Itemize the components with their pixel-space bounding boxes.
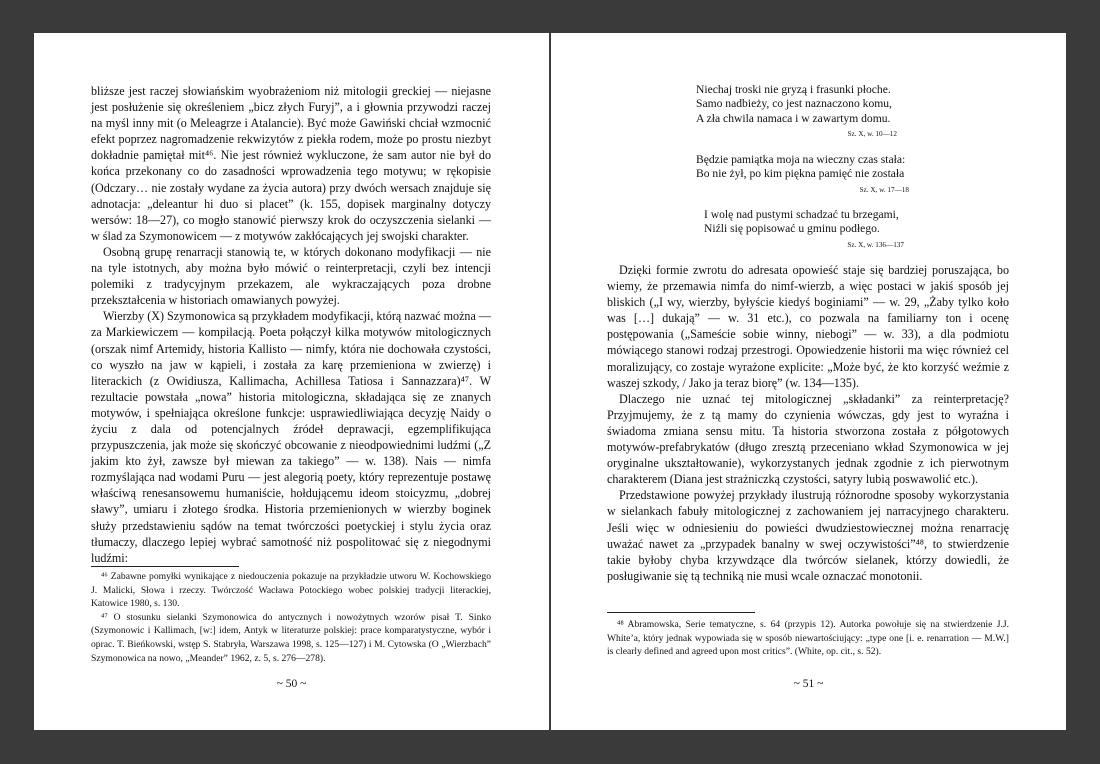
poem-source: Sz. X, w. 17—18	[859, 185, 909, 194]
paragraph: Przedstawione powyżej przykłady ilustrują różnorodne sposoby wykorzystania w sielankach fabuły mitologicznej z zachowaniem jej narracyjnego charakteru. Jeśli więc w odniesieniu do powieści dwudziestowiecznej można renarrację uważać nawet za „przypadek banalny w swej oczywistości”⁴⁸, to stwierdzenie takie byłoby chyba krzywdzące dla twórców sielanek, którzy dowiedli, że posługiwanie się tą techniką nie musi wcale oznaczać monotonii.	[607, 488, 1009, 583]
right-footnotes	[607, 618, 1009, 659]
left-page	[34, 33, 549, 730]
footnote-separator	[91, 566, 239, 567]
paragraph: Dzięki formie zwrotu do adresata opowieść staje się bardziej poruszająca, bo wiemy, że przemawia nimfa do nimf-wierzb, a więc postaci w jakiś sposób jej bliskich („I wy, wierzby, byłyście kiedyś boginiami” — w. 29, „Żaby tylko koło was […] dukają” — w. 31 etc.), co pozwala na familiarny ton i ocenę postępowania („Sameście sobie winny, niebogi” — w. 33), a dla podmiotu mówiącego stanowi rodzaj przestrogi. Opowiedzenie historii ma więc również cel moralizujący, co zostaje wyrażone explicite: „Może być, że kto korzyść weźmie z waszej szkody, / Jako ja teraz biorę” (w. 134—135).	[607, 263, 1009, 390]
right-page	[551, 33, 1066, 730]
poem-quote	[696, 153, 909, 197]
footnote-separator	[607, 612, 755, 613]
poem-line: I wolę nad pustymi schadzać tu brzegami,	[704, 208, 899, 221]
poem-line: Bo nie żył, po kim piękna pamięć nie została	[696, 167, 905, 181]
left-footnotes	[91, 570, 491, 665]
poem-source: Sz. X, w. 136—137	[847, 240, 904, 249]
footnote: ⁴⁶ Zabawne pomyłki wynikające z niedouczenia pokazuje na przykładzie utworu W. Kochowskiego J. Malicki, Słowa i rzeczy. Twórczość Wacława Potockiego wobec polskiej tradycji literackiej, Katowice 1980, s. 130.	[91, 571, 491, 610]
page-number: ~ 51 ~	[793, 678, 824, 690]
footnote: ⁴⁷ O stosunku sielanki Szymonowica do antycznych i nowożytnych wzorów pisał T. Sinko (Szymonowic i Kallimach, [w:] idem, Antyk w literaturze polskiej: prace komparatystyczne, wybór i oprac. T. Bieńkowski, wstęp S. Stabryła, Warszawa 1998, s. 125—127) i M. Cytowska (O „Wierzbach” Szymonowica na nowo, „Meander” 1962, z. 5, s. 276—278).	[91, 611, 491, 664]
paragraph: Dlaczego nie uznać tej mitologicznej „składanki” za reinterpretację? Przyjmujemy, że z tą mamy do czynienia wówczas, gdy jest to wyraźna i świadoma zmiana sensu mitu. Ta historia stworzona została z półgotowych motywów-prefabrykatów (długo zresztą przeceniano wkład Szymonowica w jej oryginalne ukształtowanie), wykorzystanych jednak zgodnie z ich pierwotnym charakterem (Diana jest strażniczką czystości, satyry lubią poswawolić etc.).	[607, 391, 1009, 487]
paragraph: bliższe jest raczej słowiańskim wyobrażeniom niż mitologii greckiej — niejasne jest posłużenie się określeniem „bicz złych Furyj”, a i głownia przywodzi raczej na myśl inny mit (o Meleagrze i Atalancie). Być może Gawiński chciał wzmocnić efekt poprzez nagromadzenie rekwizytów z piekła rodem, może po prostu niezbyt dokładnie pamiętał mit⁴⁶. Nie jest również wykluczone, że sam autor nie był do końca przekonany co do zasadności wprowadzenia tego motywu; w rękopisie (Odczary… nie zostały wydane za życia autora) przy dwóch wersach znajduje się adnotacja: „deleantur hi duo si placet” (k. 155, dopisek marginalny dotyczy wersów: 18—27), co mogło stanowić pierwszy krok do oczyszczenia sielanki — w ślad za Szymonowicem — z motywów zakłócających jej swojski charakter.	[91, 84, 491, 243]
poem-source: Sz. X, w. 10—12	[847, 130, 897, 139]
poem-line: Niźli się popisować u gminu podłego.	[704, 222, 880, 236]
paragraph: Wierzby (X) Szymonowica są przykładem modyfikacji, którą nazwać można — za Markiewiczem — kompilacją. Poeta połączył kilka motywów mitologicznych (orszak nimf Artemidy, historia Kallisto — nimfy, która nie dochowała czystości, co wyszło na jaw w kąpieli, i została za karę przemieniona w zwierzę) i literackich (z Owidiusza, Kallimacha, Achillesa Tatiosa i Sannazzara)⁴⁷. W rezultacie powstała „nowa” historia mitologiczna, składająca się ze znanych motywów, i spełniająca określone funkcje: usprawiedliwiająca decyzję Naidy o życiu z dala od potencjalnych źródeł deprawacji, egzemplifikująca przypuszczenia, jak może się skończyć obcowanie z nieodpowiednimi ludźmi („Z jakim kto żył, zawsze był miewan za takiego” — w. 138). Nais — nimfa rozmyślająca nad wodami Puru — jest alegorią poety, który reprezentuje postawę właściwą renesansowemu humaniście, hołdującemu ideom stoicyzmu, „dobrej sławy”, umiaru i złotego środka. Historia przemienionych w wierzby boginek służy przedstawieniu sądów na temat twórczości poetyckiej i stylu życia oraz tłumaczy, dlaczego lepiej wybrać samotność niż pospolitować się z niegodnymi ludźmi:	[91, 309, 491, 565]
poem-line: Samo nadbieży, co jest naznaczono komu,	[696, 97, 892, 111]
poem-line: A zła chwila namaca i w zawartym domu.	[696, 111, 891, 125]
right-body-text	[607, 262, 1009, 584]
paragraph: Osobną grupę renarracji stanowią te, w których dokonano modyfikacji — nie na tyle istotnych, aby można było mówić o reinterpretacji, czyli bez intencji polemiki z tradycyjnym przekazem, ale wykraczających poza drobne przekształcenia w historiach omawianych powyżej.	[91, 244, 491, 308]
poem-line: Będzie pamiątka moja na wieczny czas stała:	[696, 153, 906, 166]
left-body-text	[91, 83, 491, 566]
poem-quote	[696, 83, 897, 142]
poem-line: Niechaj troski nie gryzą i frasunki płoche.	[696, 83, 891, 96]
page-number: ~ 50 ~	[276, 678, 307, 690]
poem-quote	[704, 208, 904, 252]
footnote: ⁴⁸ Abramowska, Serie tematyczne, s. 64 (przypis 12). Autorka powołuje się na stwierdzenie J.J. White’a, który jednak wypowiada się w sposób niewartościujący: „type one [i. e. renarration — M.W.] is clearly defined and agreed upon most critics”. (White, op. cit., s. 52).	[607, 619, 1009, 658]
